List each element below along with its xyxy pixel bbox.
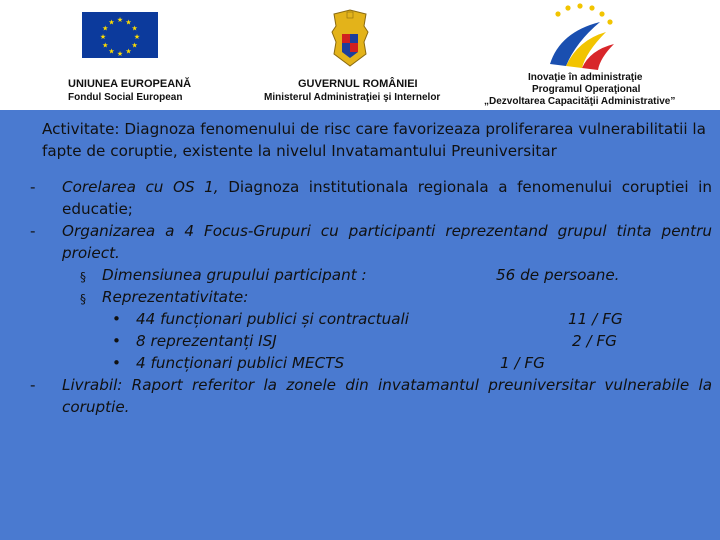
bullet-2-label: 8 reprezentanți ISJ <box>136 332 277 350</box>
svg-text:★: ★ <box>131 24 138 33</box>
svg-text:★: ★ <box>102 41 109 50</box>
bullet-1-label: 44 funcționari publici și contractuali <box>136 310 409 328</box>
bullet-row-3 <box>42 352 712 374</box>
logo-header <box>0 0 720 110</box>
bullet-3-value: 1 / FG <box>500 354 545 372</box>
list-item-2 <box>30 220 712 264</box>
list-item-3 <box>30 374 712 418</box>
round-bullet-icon: • <box>112 332 121 350</box>
ia-line2: Programul Operaţional <box>532 84 641 95</box>
svg-text:★: ★ <box>102 24 109 33</box>
svg-text:★: ★ <box>99 33 107 41</box>
round-bullet-icon: • <box>112 354 121 372</box>
svg-text:★: ★ <box>131 41 138 50</box>
dash-bullet: - <box>30 178 36 196</box>
romania-coat-of-arms-icon <box>328 8 372 68</box>
bullet-row-2 <box>42 330 712 352</box>
sub-item-group-size <box>42 264 712 286</box>
representativity-label: Reprezentativitate: <box>102 288 249 306</box>
activity-paragraph: Activitate: Diagnoza fenomenului de risc care favorizeaza proliferarea vulnerabilitatii la fapte de coruptie, existente la nivelul Invatamantului Preuniversitar <box>42 120 706 160</box>
gov-subtitle: Ministerul Administraţiei şi Internelor <box>264 92 441 103</box>
dash-bullet: - <box>30 222 36 240</box>
eu-subtitle: Fondul Social European <box>68 92 183 103</box>
svg-text:★: ★ <box>116 16 124 24</box>
activity-list <box>30 176 712 418</box>
square-bullet-icon: § <box>80 270 86 284</box>
sub-item-representativity <box>42 286 712 308</box>
eu-title: UNIUNEA EUROPEANĂ <box>68 78 192 90</box>
eu-flag-icon <box>82 12 158 58</box>
svg-text:★: ★ <box>108 18 115 27</box>
group-size-value: 56 de persoane. <box>496 266 620 284</box>
ia-line1: Inovaţie în administraţie <box>528 72 643 83</box>
svg-text:★: ★ <box>116 50 124 58</box>
bullet-1-value: 11 / FG <box>568 310 623 328</box>
ia-line3: „Dezvoltarea Capacităţii Administrative” <box>484 96 676 107</box>
inovatie-in-administratie-logo-icon <box>540 2 620 72</box>
bullet-row-1 <box>42 308 712 330</box>
item3-text: Livrabil: Raport referitor la zonele din invatamantul preuniversitar vulnerabile la coruptie. <box>62 376 712 416</box>
square-bullet-icon: § <box>80 292 86 306</box>
bullet-3-label: 4 funcționari publici MECTS <box>136 354 345 372</box>
bullet-2-value: 2 / FG <box>572 332 617 350</box>
gov-title: GUVERNUL ROMÂNIEI <box>298 78 418 90</box>
svg-text:★: ★ <box>133 33 141 41</box>
dash-bullet: - <box>30 376 36 394</box>
round-bullet-icon: • <box>112 310 121 328</box>
svg-text:★: ★ <box>108 47 115 56</box>
list-item-1 <box>30 176 712 220</box>
item1-text: Diagnoza institutionala regionala a fenomenului coruptiei in educatie; <box>62 178 712 218</box>
item2-text: Organizarea a 4 Focus-Grupuri cu participanti reprezentand grupul tinta pentru proiect. <box>62 222 712 262</box>
svg-text:★: ★ <box>125 18 132 27</box>
svg-text:★: ★ <box>125 47 132 56</box>
item1-italic: Corelarea cu OS 1, <box>62 178 219 196</box>
group-size-label: Dimensiunea grupului participant : <box>102 266 367 284</box>
slide-content <box>30 118 712 418</box>
